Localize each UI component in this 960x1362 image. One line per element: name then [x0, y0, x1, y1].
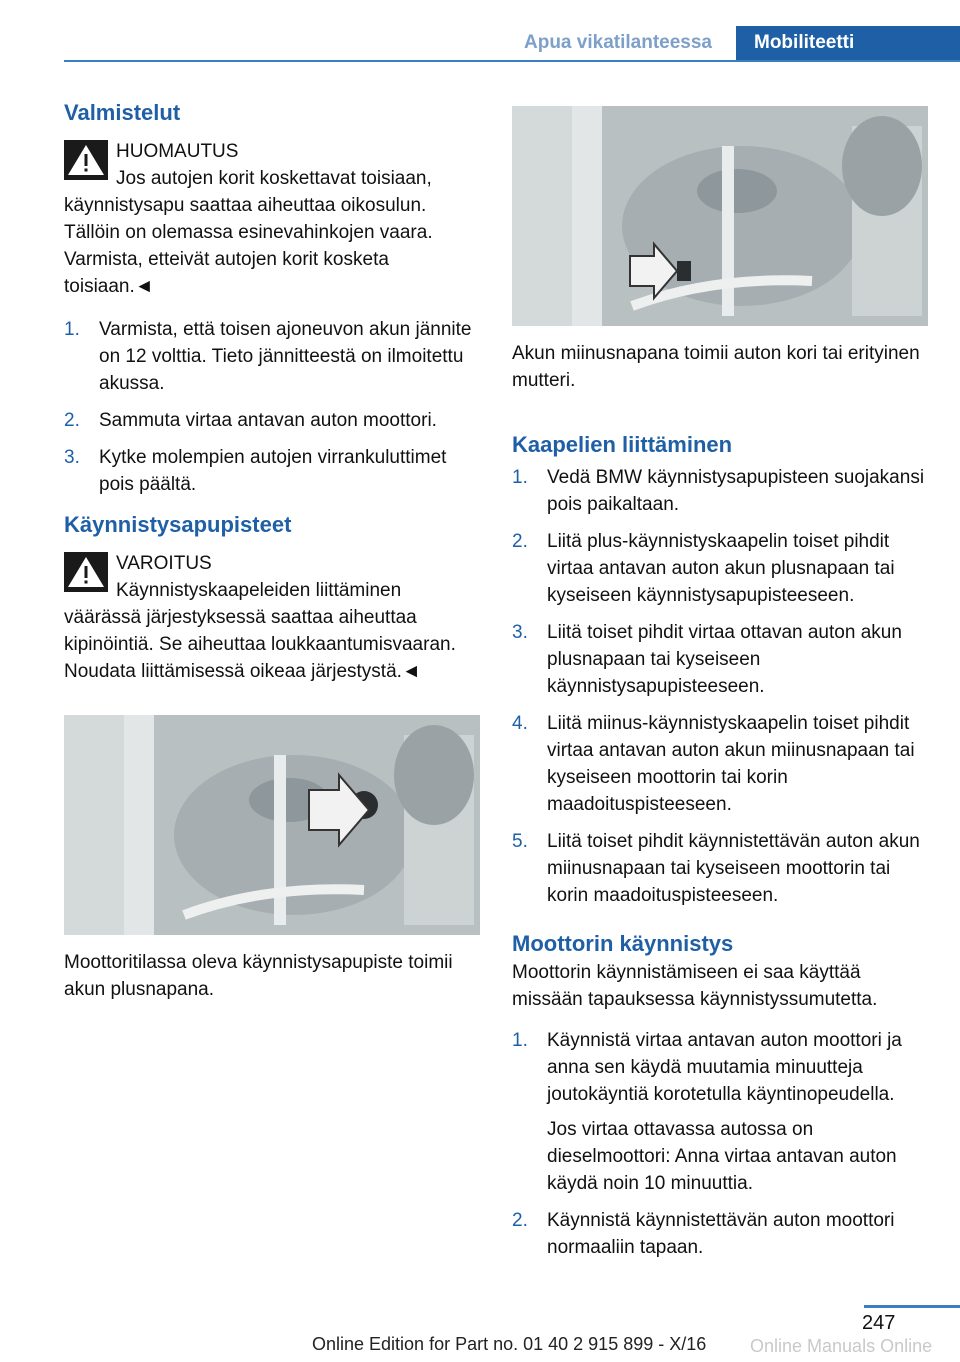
- list-item: 2. Liitä plus-käynnistyskaapelin toiset pihdit virtaa antavan auton akun plusnapaan tai kyseiseen käynnistysapupisteeseen.: [512, 531, 895, 606]
- list-item: 4. Liitä miinus-käynnistyskaapelin toiset pihdit virtaa antavan auton akun miinusnapaan tai kyseiseen moottorin tai korin maadoituspisteeseen.: [512, 713, 915, 815]
- notice-title: HUOMAUTUS: [116, 141, 239, 162]
- watermark: Online Manuals Online: [750, 1336, 933, 1356]
- notice-box: [64, 138, 482, 300]
- heading-preparation: Valmistelut: [64, 100, 181, 125]
- header-rule: [64, 60, 960, 62]
- footer-rule: [864, 1305, 960, 1308]
- notice-text: Jos autojen korit koskettavat toisiaan, käynnistysapu saattaa aiheuttaa oikosulun. Tällöin on olemassa esinevahinkojen vaara. Varmista, etteivät autojen korit kosketa toisiaan.◄: [64, 168, 433, 297]
- engine-bay-photo-positive: [64, 715, 480, 935]
- left-column: [64, 98, 482, 1003]
- photo-caption-positive: Moottoritilassa oleva käynnistysapupiste toimii akun plusnapana.: [64, 952, 453, 1000]
- warning-text: Käynnistyskaapeleiden liittäminen väärässä järjestyksessä saattaa aiheuttaa kipinöintiä. Se aiheuttaa loukkaantumisvaaran. Noudata liittämisessä oikeaa järjestystä.◄: [64, 580, 456, 682]
- warning-triangle-icon: [64, 552, 108, 592]
- engine-bay-illustration: [64, 715, 480, 935]
- engine-bay-photo-negative: [512, 106, 928, 326]
- heading-jump-points: Käynnistysapupisteet: [64, 512, 292, 537]
- photo-caption-negative: Akun miinusnapana toimii auton kori tai erityinen mutteri.: [512, 343, 920, 391]
- heading-starting-engine: Moottorin käynnistys: [512, 931, 734, 956]
- warning-triangle-icon: [64, 140, 108, 180]
- list-item: 5. Liitä toiset pihdit käynnistettävän auton akun miinusnapaan tai kyseiseen moottorin tai korin maadoituspisteeseen.: [512, 831, 920, 906]
- edition-note: Online Edition for Part no. 01 40 2 915 899 - X/16: [312, 1334, 707, 1354]
- warning-box: [64, 550, 482, 685]
- heading-connecting-cables: Kaapelien liittäminen: [512, 432, 733, 457]
- starting-steps: [512, 1027, 930, 1261]
- right-column: [512, 106, 930, 1271]
- starting-intro: Moottorin käynnistämiseen ei saa käyttää missään tapauksessa käynnistyssumutetta.: [512, 962, 878, 1010]
- diesel-note: Jos virtaa ottavassa autossa on dieselmoottori: Anna virtaa antavan auton käydä noin 10 minuuttia.: [547, 1119, 897, 1194]
- list-item: 1. Käynnistä virtaa antavan auton moottori ja anna sen käydä muutamia minuutteja joutokäyntiä korotetulla käyntinopeudella. Jos virtaa ottavassa autossa on dieselmoottori: Anna virtaa antavan auton käydä noin 10 minuuttia.: [512, 1027, 930, 1197]
- list-item: 1. Varmista, että toisen ajoneuvon akun jännite on 12 volttia. Tieto jännitteestä on ilmoitettu akussa.: [64, 319, 472, 394]
- engine-bay-illustration: [512, 106, 928, 326]
- page-number: 247: [862, 1312, 896, 1334]
- cable-steps: [512, 464, 930, 909]
- list-item: 2. Käynnistä käynnistettävän auton moottori normaaliin tapaan.: [512, 1210, 895, 1258]
- warning-title: VAROITUS: [116, 553, 212, 574]
- section-tab-help: Apua vikatilanteessa: [524, 32, 712, 53]
- list-item: 3. Liitä toiset pihdit virtaa ottavan auton akun plusnapaan tai kyseiseen käynnistysapupisteeseen.: [512, 622, 902, 697]
- list-item: 2. Sammuta virtaa antavan auton moottori.: [64, 410, 437, 431]
- list-item: 3. Kytke molempien autojen virrankuluttimet pois päältä.: [64, 447, 447, 495]
- section-tab-mobility: Mobiliteetti: [736, 26, 960, 60]
- list-item: 1. Vedä BMW käynnistysapupisteen suojakansi pois paikaltaan.: [512, 467, 925, 515]
- preparation-steps: [64, 316, 482, 498]
